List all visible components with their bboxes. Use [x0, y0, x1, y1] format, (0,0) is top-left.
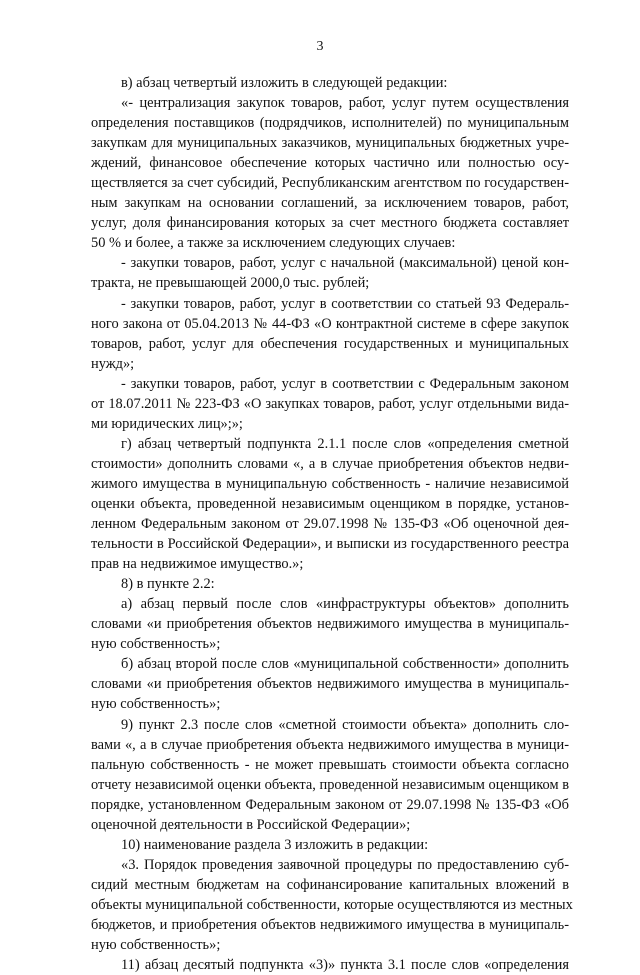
text-line: в) абзац четвертый изложить в следующей редакции:: [121, 75, 448, 91]
text-line: оценочной деятельности в Российской Федерации»;: [91, 816, 411, 833]
text-line: пальную собственность - не может превышать стоимости объекта согласно: [91, 756, 569, 773]
text-line: ным закупкам на основании соглашений, за исключением товаров, работ,: [91, 195, 569, 212]
text-line: «3. Порядок проведения заявочной процедуры по предоставлению суб-: [121, 856, 569, 873]
text-line: - закупки товаров, работ, услуг с начальной (максимальной) ценой кон-: [121, 255, 569, 272]
text-line: «- централизация закупок товаров, работ, услуг путем осуществления: [121, 95, 569, 112]
text-line: ную собственность»;: [91, 636, 221, 653]
text-line: прав на недвижимое имущество.»;: [91, 556, 304, 573]
text-line: словами «и приобретения объектов недвижимого имущества в муниципаль-: [91, 616, 569, 633]
text-line: б) абзац второй после слов «муниципальной собственности» дополнить: [121, 656, 569, 673]
text-line: нужд»;: [91, 355, 135, 372]
text-line: от 18.07.2011 № 223-ФЗ «О закупках товаров, работ, услуг отдельными вида-: [91, 395, 569, 412]
text-line: тельности в Российской Федерации», и выписки из государственного реестра: [91, 536, 569, 553]
text-line: ного закона от 05.04.2013 № 44-ФЗ «О контрактной системе в сфере закупок: [91, 315, 569, 332]
text-line: ленном Федеральным законом от 29.07.1998 № 135-ФЗ «Об оценочной дея-: [91, 516, 569, 533]
text-line: словами «и приобретения объектов недвижимого имущества в муниципаль-: [91, 676, 569, 693]
text-line: порядке, установленном Федеральным законом от 29.07.1998 № 135-ФЗ «Об: [91, 796, 569, 813]
text-line: услуг, доля финансирования которых за счет местного бюджета составляет: [91, 215, 569, 232]
text-line: ную собственность»;: [91, 696, 221, 713]
text-line: товаров, работ, услуг для обеспечения государственных и муниципальных: [91, 335, 569, 352]
text-line: г) абзац четвертый подпункта 2.1.1 после слов «определения сметной: [121, 435, 569, 452]
text-line: стоимости» дополнить словами «, а в случае приобретения объектов недви-: [91, 455, 569, 472]
text-line: ную собственность»;: [91, 937, 221, 954]
text-line: вами «, а в случае приобретения объекта недвижимого имущества в муници-: [91, 736, 569, 753]
text-line: тракта, не превышающей 2000,0 тыс. рублей;: [91, 275, 370, 292]
text-line: определения поставщиков (подрядчиков, исполнителей) по муниципальным: [91, 115, 569, 132]
text-line: - закупки товаров, работ, услуг в соответствии со статьей 93 Федераль-: [121, 295, 569, 312]
text-line: а) абзац первый после слов «инфраструктуры объектов» дополнить: [121, 596, 569, 613]
text-line: 50 % и более, а также за исключением следующих случаев:: [91, 235, 456, 252]
text-line: ществляется за счет субсидий, Республиканским агентством по государствен-: [91, 175, 569, 192]
text-line: 10) наименование раздела 3 изложить в редакции:: [121, 836, 429, 853]
text-line: объекты муниципальной собственности, которые осуществляются из местных: [91, 896, 573, 913]
text-line: оценки объекта, проведенной независимым оценщиком в порядке, установ-: [91, 495, 569, 512]
text-line: закупкам для муниципальных заказчиков, муниципальных бюджетных учре-: [91, 135, 569, 152]
text-line: 11) абзац десятый подпункта «3)» пункта 3.1 после слов «определения: [121, 957, 569, 974]
text-line: ждений, финансовое обеспечение которых частично или полностью осу-: [91, 155, 569, 172]
text-line: отчету независимой оценки объекта, проведенной независимым оценщиком в: [91, 776, 569, 793]
text-line: жимого имущества в муниципальную собственность - наличие независимой: [91, 475, 569, 492]
text-line: 8) в пункте 2.2:: [121, 576, 215, 593]
page-number: 3: [316, 39, 324, 54]
document-body: [91, 73, 573, 975]
text-line: ми юридических лиц»;»;: [91, 415, 243, 432]
text-line: бюджетов, и приобретения объектов недвижимого имущества в муниципаль-: [91, 916, 569, 933]
text-line: сидий местным бюджетам на софинансирование капитальных вложений в: [91, 876, 569, 893]
text-line: 9) пункт 2.3 после слов «сметной стоимости объекта» дополнить сло-: [121, 716, 569, 733]
text-line: - закупки товаров, работ, услуг в соответствии с Федеральным законом: [121, 375, 569, 392]
